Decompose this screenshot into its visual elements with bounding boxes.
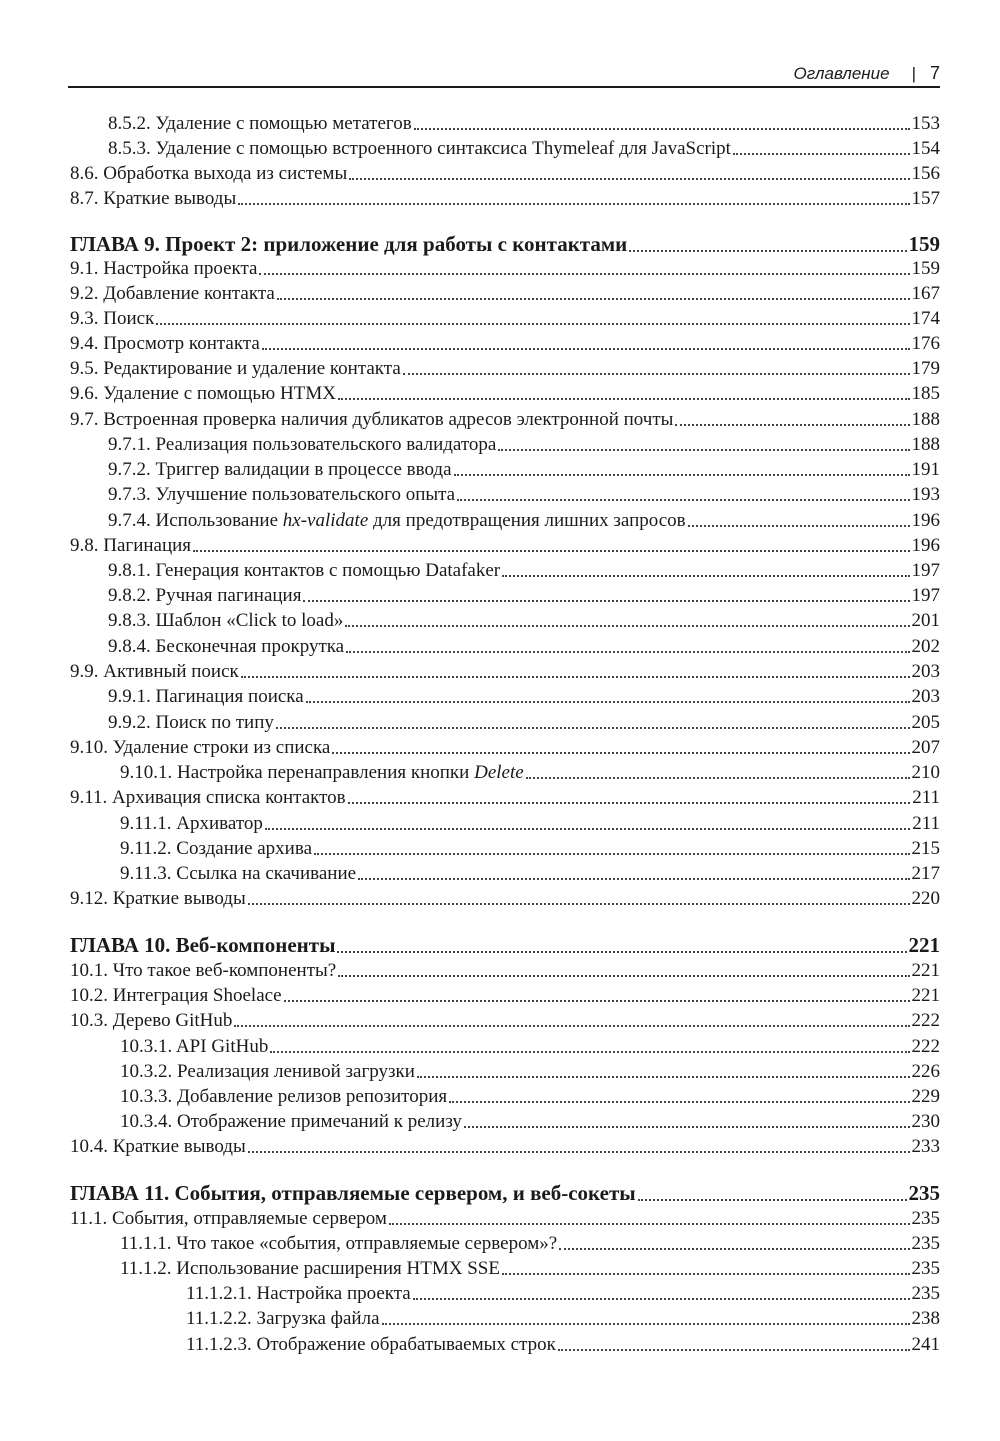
running-head-title: Оглавление — [793, 64, 890, 83]
dot-leader — [345, 625, 909, 627]
dot-leader — [338, 398, 910, 400]
toc-entry-title: 10.3.4. Отображение примечаний к релизу — [120, 1111, 462, 1132]
toc-entry — [120, 836, 940, 861]
dot-leader — [238, 203, 909, 205]
toc-entry-title: 8.6. Обработка выхода из системы — [70, 163, 348, 184]
dot-leader — [241, 676, 910, 678]
toc-entry — [120, 1034, 940, 1059]
toc-entry-title: 10.3.3. Добавление релизов репозитория — [120, 1086, 448, 1107]
dot-leader — [262, 348, 910, 350]
toc-entry — [70, 356, 940, 381]
toc-entry-page: 179 — [911, 358, 940, 379]
toc-entry-title-italic: hx-validate — [282, 510, 369, 531]
toc-entry-title: 9.11.2. Создание архива — [120, 838, 313, 859]
toc-entry-page: 207 — [911, 737, 940, 758]
toc-entry-title: 9.9.2. Поиск по типу — [108, 712, 274, 733]
toc-entry — [70, 407, 940, 432]
dot-leader — [457, 499, 909, 501]
toc-entry-title: 8.5.2. Удаление с помощью метатегов — [108, 113, 412, 134]
toc-entry-page: 211 — [912, 787, 940, 808]
toc-entry-page: 230 — [911, 1111, 940, 1132]
toc-entry — [70, 886, 940, 911]
toc-entry — [70, 659, 940, 684]
toc-entry-title: 9.8.1. Генерация контактов с помощью Datafaker — [108, 560, 501, 581]
toc-entry-page: 153 — [911, 113, 940, 134]
toc-entry — [108, 508, 940, 533]
dot-leader — [276, 727, 910, 729]
toc-entry — [108, 558, 940, 583]
toc-entry — [70, 186, 940, 211]
toc-entry-page: 235 — [911, 1283, 940, 1304]
toc-entry-title: 9.8.2. Ручная пагинация — [108, 585, 302, 606]
dot-leader — [688, 525, 910, 527]
toc-entry — [70, 281, 940, 306]
header-rule — [68, 86, 940, 88]
toc-entry — [108, 111, 940, 136]
dot-leader — [248, 1151, 910, 1153]
toc-entry-title: ГЛАВА 9. Проект 2: приложение для работы с контактами — [70, 232, 628, 256]
toc-entry-page: 221 — [911, 960, 940, 981]
dot-leader — [303, 600, 909, 602]
toc-entry-page: 197 — [911, 585, 940, 606]
dot-leader — [502, 1273, 910, 1275]
dot-leader — [629, 250, 906, 252]
toc-entry-page: 217 — [911, 863, 940, 884]
dot-leader — [733, 153, 910, 155]
toc-entry-page: 159 — [908, 232, 940, 256]
toc-entry — [120, 1109, 940, 1134]
toc-entry — [108, 634, 940, 659]
dot-leader — [346, 651, 909, 653]
dot-leader — [498, 449, 909, 451]
toc-entry-page: 235 — [908, 1181, 940, 1205]
toc-entry-page: 235 — [911, 1258, 940, 1279]
toc-entry-title: 9.7.2. Триггер валидации в процессе ввода — [108, 459, 452, 480]
toc-entry-page: 238 — [911, 1308, 940, 1329]
toc-entry-page: 196 — [911, 510, 940, 531]
toc-entry-title: 8.7. Краткие выводы — [70, 188, 237, 209]
toc-entry-page: 176 — [911, 333, 940, 354]
toc-entry-title: 9.10. Удаление строки из списка — [70, 737, 331, 758]
toc-entry-page: 215 — [911, 838, 940, 859]
toc-entry-title: 9.8. Пагинация — [70, 535, 192, 556]
toc-chapter-entry — [70, 931, 940, 959]
toc-entry-page: 233 — [911, 1136, 940, 1157]
dot-leader — [414, 128, 910, 130]
toc-entry-title: 9.11.1. Архиватор — [120, 813, 263, 834]
dot-leader — [338, 975, 909, 977]
toc-entry-page: 156 — [911, 163, 940, 184]
toc-entry-page: 210 — [911, 762, 940, 783]
dot-leader — [558, 1349, 910, 1351]
toc-entry-page: 185 — [911, 383, 940, 404]
dot-leader — [259, 273, 909, 275]
toc-entry-title: 9.12. Краткие выводы — [70, 888, 246, 909]
toc-entry-page: 211 — [912, 813, 940, 834]
dot-leader — [349, 178, 909, 180]
dot-leader — [389, 1223, 910, 1225]
running-head-separator: | — [911, 64, 916, 83]
dot-leader — [193, 550, 909, 552]
toc-entry-title: 10.3. Дерево GitHub — [70, 1010, 233, 1031]
dot-leader — [270, 1051, 909, 1053]
toc-entry — [120, 1256, 940, 1281]
toc-entry-page: 202 — [911, 636, 940, 657]
running-head — [68, 60, 940, 84]
toc-entry-page: 174 — [911, 308, 940, 329]
toc-entry — [120, 811, 940, 836]
toc-entry-page: 197 — [911, 560, 940, 581]
toc-entry-page: 196 — [911, 535, 940, 556]
toc-entry-title: 9.11.3. Ссылка на скачивание — [120, 863, 357, 884]
toc-entry — [120, 1059, 940, 1084]
toc-entry — [70, 1134, 940, 1159]
toc-entry-title: 9.9.1. Пагинация поиска — [108, 686, 304, 707]
toc-entry-title: 11.1.2.2. Загрузка файла — [186, 1308, 380, 1329]
toc-entry-page: 221 — [908, 933, 940, 957]
toc-entry-title: 11.1.1. Что такое «события, отправляемые сервером»? — [120, 1233, 558, 1254]
toc-entry — [108, 432, 940, 457]
toc-entry-title: ГЛАВА 11. События, отправляемые сервером, и веб-сокеты — [70, 1181, 636, 1205]
toc-entry-title: 9.7. Встроенная проверка наличия дубликатов адресов электронной почты — [70, 409, 674, 430]
dot-leader — [265, 828, 910, 830]
toc-entry — [120, 1231, 940, 1256]
toc-entry-title: 10.2. Интеграция Shoelace — [70, 985, 282, 1006]
dot-leader — [234, 1025, 909, 1027]
toc-entry-title: 10.3.2. Реализация ленивой загрузки — [120, 1061, 415, 1082]
toc-entry — [186, 1281, 940, 1306]
toc-entry-page: 241 — [911, 1334, 940, 1355]
toc-entry-title: 9.11. Архивация списка контактов — [70, 787, 346, 808]
toc-entry — [70, 735, 940, 760]
toc-entry — [120, 760, 940, 785]
toc-entry-title — [108, 508, 686, 533]
toc-entry-page: 235 — [911, 1208, 940, 1229]
toc-entry-title: 8.5.3. Удаление с помощью встроенного синтаксиса Thymeleaf для JavaScript — [108, 138, 731, 159]
toc-entry-title: 10.3.1. API GitHub — [120, 1036, 269, 1057]
toc-entry — [70, 533, 940, 558]
toc-entry-title: 9.3. Поиск — [70, 308, 155, 329]
dot-leader — [403, 373, 910, 375]
toc-entry — [70, 306, 940, 331]
toc-entry — [108, 457, 940, 482]
toc-entry — [108, 710, 940, 735]
dot-leader — [358, 878, 909, 880]
toc-entry-title: 9.2. Добавление контакта — [70, 283, 275, 304]
toc-entry-title: 11.1. События, отправляемые сервером — [70, 1208, 387, 1229]
toc-entry-page: 167 — [911, 283, 940, 304]
toc-entry-title-italic: Delete — [474, 762, 524, 783]
toc-entry — [108, 608, 940, 633]
toc-entry — [120, 861, 940, 886]
dot-leader — [248, 903, 910, 905]
dot-leader — [464, 1126, 910, 1128]
toc-entry-title: 11.1.2.3. Отображение обрабатываемых строк — [186, 1334, 556, 1355]
toc-entry — [70, 256, 940, 281]
dot-leader — [382, 1323, 910, 1325]
toc-chapter-entry — [70, 230, 940, 258]
dot-leader — [449, 1101, 909, 1103]
toc-entry-title: 11.1.2. Использование расширения HTMX SSE — [120, 1258, 500, 1279]
toc-entry-title: 9.4. Просмотр контакта — [70, 333, 260, 354]
toc-entry — [70, 983, 940, 1008]
toc-entry-title-part: 9.10.1. Настройка перенаправления кнопки — [120, 762, 475, 783]
dot-leader — [306, 701, 910, 703]
toc-entry-page: 221 — [911, 985, 940, 1006]
toc-entry-title: 9.6. Удаление с помощью HTMX — [70, 383, 336, 404]
toc-entry-title: 9.9. Активный поиск — [70, 661, 239, 682]
toc-entry-page: 157 — [911, 188, 940, 209]
toc-entry-page: 226 — [911, 1061, 940, 1082]
toc-entry — [120, 1084, 940, 1109]
toc-entry-page: 188 — [911, 409, 940, 430]
running-head-page-number: 7 — [929, 63, 940, 83]
dot-leader — [332, 752, 909, 754]
toc-entry-page: 220 — [911, 888, 940, 909]
toc-chapter-entry — [70, 1179, 940, 1207]
toc-entry — [70, 161, 940, 186]
toc-entry — [70, 381, 940, 406]
toc-entry — [70, 1206, 940, 1231]
toc-entry-page: 191 — [911, 459, 940, 480]
toc-entry-title: 9.5. Редактирование и удаление контакта — [70, 358, 401, 379]
toc-entry — [108, 136, 940, 161]
toc-entry — [70, 785, 940, 810]
dot-leader — [454, 474, 910, 476]
toc-entry-page: 229 — [911, 1086, 940, 1107]
toc-entry-page: 205 — [911, 712, 940, 733]
dot-leader — [675, 424, 909, 426]
toc-entry — [70, 1008, 940, 1033]
dot-leader — [284, 1000, 910, 1002]
toc-entry-title: 10.4. Краткие выводы — [70, 1136, 246, 1157]
dot-leader — [348, 802, 911, 804]
toc-entry-title: 10.1. Что такое веб-компоненты? — [70, 960, 337, 981]
dot-leader — [638, 1199, 907, 1201]
toc-entry-page: 159 — [911, 258, 940, 279]
toc-entry-title: ГЛАВА 10. Веб-компоненты — [70, 933, 336, 957]
dot-leader — [417, 1076, 910, 1078]
toc-entry-title-part: для предотвращения лишних запросов — [368, 510, 686, 531]
dot-leader — [337, 951, 906, 953]
toc-entry-title: 9.7.1. Реализация пользовательского валидатора — [108, 434, 497, 455]
dot-leader — [413, 1298, 910, 1300]
toc-entry-title-part: 9.7.4. Использование — [108, 510, 283, 531]
toc-entry-title: 9.8.4. Бесконечная прокрутка — [108, 636, 345, 657]
dot-leader — [314, 853, 909, 855]
toc-entry-page: 188 — [911, 434, 940, 455]
toc-entry-page: 203 — [911, 661, 940, 682]
toc-entry-title: 9.8.3. Шаблон «Click to load» — [108, 610, 344, 631]
toc-entry — [186, 1306, 940, 1331]
dot-leader — [559, 1248, 909, 1250]
toc-entry — [186, 1332, 940, 1357]
toc-entry-title: 9.1. Настройка проекта — [70, 258, 258, 279]
toc-entry-title — [120, 760, 524, 785]
toc-entry — [108, 482, 940, 507]
toc-entry-page: 203 — [911, 686, 940, 707]
dot-leader — [526, 777, 910, 779]
toc-entry-page: 154 — [911, 138, 940, 159]
dot-leader — [277, 298, 910, 300]
toc-entry-page: 201 — [911, 610, 940, 631]
toc-entry — [108, 684, 940, 709]
toc-entry-page: 193 — [911, 484, 940, 505]
toc-entry-title: 9.7.3. Улучшение пользовательского опыта — [108, 484, 456, 505]
dot-leader — [502, 575, 909, 577]
toc-entry-page: 235 — [911, 1233, 940, 1254]
toc-entry-title: 11.1.2.1. Настройка проекта — [186, 1283, 411, 1304]
toc-entry-page: 222 — [911, 1010, 940, 1031]
toc-entry — [70, 331, 940, 356]
toc-entry — [70, 958, 940, 983]
toc-entry-page: 222 — [911, 1036, 940, 1057]
dot-leader — [156, 323, 909, 325]
toc-entry — [108, 583, 940, 608]
